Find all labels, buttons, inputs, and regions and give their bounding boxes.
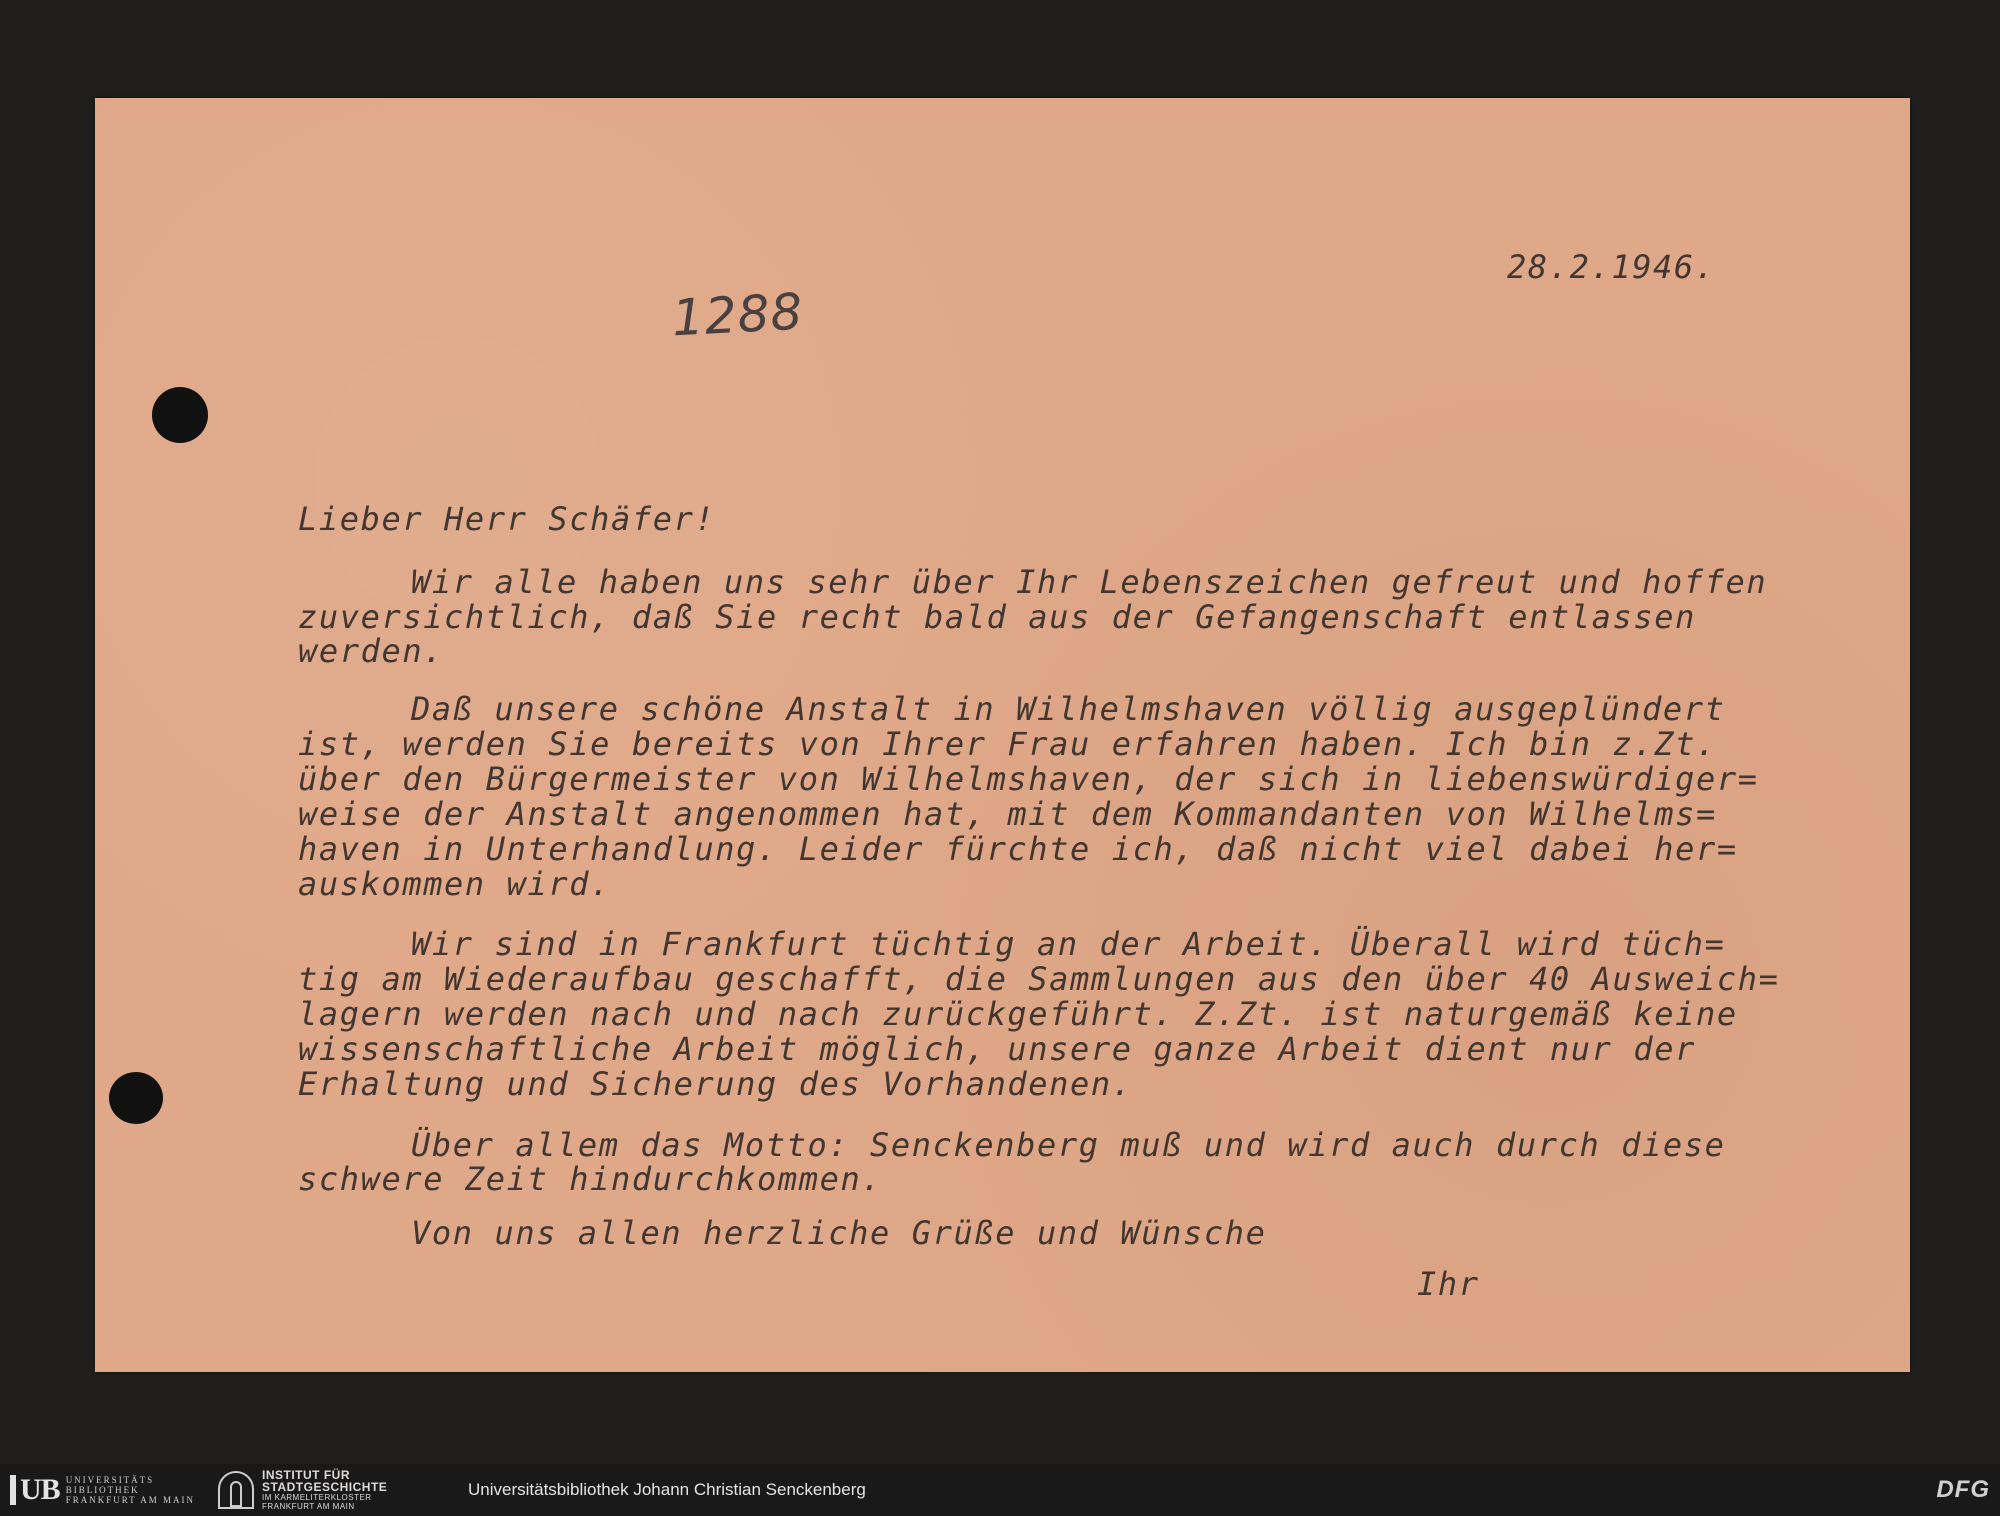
signature: Ihr <box>1417 1265 1480 1303</box>
body-line: Wir alle haben uns sehr über Ihr Lebenszeichen gefreut und hoffen <box>411 563 1768 601</box>
isg-logo-line: STADTGESCHICHTE <box>262 1480 388 1494</box>
body-line: ist, werden Sie bereits von Ihrer Frau erfahren haben. Ich bin z.Zt. <box>298 725 1717 763</box>
arch-icon <box>218 1471 254 1509</box>
ub-logo-text <box>66 1475 195 1505</box>
punch-hole-bottom <box>109 1072 163 1124</box>
archive-number: 1288 <box>670 282 805 348</box>
footer-caption: Universitätsbibliothek Johann Christian Senckenberg <box>468 1480 866 1499</box>
body-line: zuversichtlich, daß Sie recht bald aus der Gefangenschaft entlassen <box>298 598 1696 636</box>
body-line: Wir sind in Frankfurt tüchtig an der Arbeit. Überall wird tüch= <box>411 925 1726 963</box>
punch-hole-top <box>152 387 208 443</box>
ub-logo-line: BIBLIOTHEK <box>65 1485 140 1495</box>
isg-logo-line: FRANKFURT AM MAIN <box>262 1502 355 1511</box>
body-line: Erhaltung und Sicherung des Vorhandenen. <box>298 1065 1133 1103</box>
body-line: über den Bürgermeister von Wilhelmshaven, der sich in liebenswürdiger= <box>298 760 1759 798</box>
salutation: Lieber Herr Schäfer! <box>298 500 716 538</box>
body-line: tig am Wiederaufbau geschafft, die Sammlungen aus den über 40 Ausweich= <box>298 960 1780 998</box>
ub-logo-line: UNIVERSITÄTS <box>65 1475 155 1485</box>
body-line: haven in Unterhandlung. Leider fürchte ich, daß nicht viel dabei her= <box>298 830 1738 868</box>
body-line: auskommen wird. <box>298 865 611 903</box>
body-line: Über allem das Motto: Senckenberg muß und wird auch durch diese <box>411 1126 1726 1164</box>
letter-sheet <box>95 98 1910 1372</box>
body-line: werden. <box>298 632 445 670</box>
closing-line: Von uns allen herzliche Grüße und Wünsche <box>411 1214 1267 1252</box>
ub-logo[interactable] <box>10 1474 195 1506</box>
isg-logo-text <box>262 1469 387 1511</box>
dfg-logo[interactable]: DFG <box>1936 1476 1990 1503</box>
ub-logo-line: FRANKFURT AM MAIN <box>65 1495 196 1505</box>
body-line: Daß unsere schöne Anstalt in Wilhelmshaven völlig ausgeplündert <box>411 690 1726 728</box>
isg-logo-line: INSTITUT FÜR <box>262 1468 350 1482</box>
isg-logo[interactable] <box>218 1470 387 1510</box>
viewer-footer <box>0 1464 2000 1516</box>
body-line: wissenschaftliche Arbeit möglich, unsere ganze Arbeit dient nur der <box>298 1030 1696 1068</box>
ub-logo-mark: UB <box>10 1475 60 1505</box>
body-line: lagern werden nach und nach zurückgeführt. Z.Zt. ist naturgemäß keine <box>298 995 1738 1033</box>
letter-date: 28.2.1946. <box>1507 248 1716 286</box>
body-line: weise der Anstalt angenommen hat, mit dem Kommandanten von Wilhelms= <box>298 795 1717 833</box>
body-line: schwere Zeit hindurchkommen. <box>298 1160 883 1198</box>
isg-logo-line: IM KARMELITERKLOSTER <box>262 1493 372 1502</box>
